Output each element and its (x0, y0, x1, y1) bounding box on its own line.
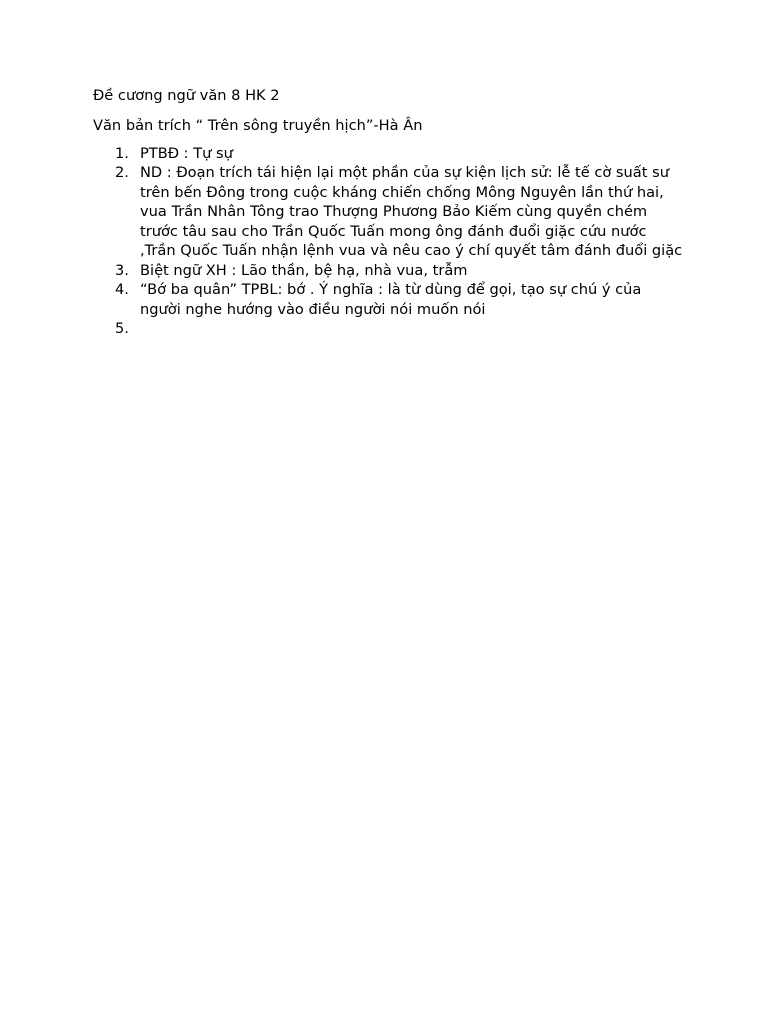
list-item-text: ND : Đoạn trích tái hiện lại một phần của sự kiện lịch sử: lễ tế cờ suất sư trên bến Đông trong cuộc kháng chiến chống Mông Nguyên lần thứ hai, vua Trần Nhân Tông trao Thượng Phương Bảo Kiếm cùng quyền chém trước tâu sau cho Trần Quốc Tuấn mong ông đánh đuổi giặc cứu nước ,Trần Quốc Tuấn nhận lệnh vua và nêu cao ý chí quyết tâm đánh đuổi giặc (140, 164, 683, 259)
list-item-text: PTBĐ : Tự sự (140, 144, 233, 162)
list-item-number: 3. (115, 261, 129, 279)
numbered-list (93, 144, 693, 339)
list-item-number: 2. (115, 164, 129, 181)
document-title: Đề cương ngữ văn 8 HK 2 (93, 87, 280, 104)
list-item (93, 144, 685, 164)
list-item-text: “Bớ ba quân” TPBL: bớ . Ý nghĩa : là từ dùng để gọi, tạo sự chú ý của người nghe hướng vào điều người nói muốn nói (140, 281, 642, 318)
document-page (93, 86, 693, 339)
list-item-number: 1. (115, 144, 129, 162)
list-item-number: 5. (115, 320, 129, 337)
document-subtitle: Văn bản trích “ Trên sông truyền hịch”-Hà Ân (93, 117, 423, 134)
list-item-text: Biệt ngữ XH : Lão thần, bệ hạ, nhà vua, trẫm (140, 261, 468, 279)
list-item (93, 280, 685, 319)
list-item (93, 261, 685, 281)
list-item (93, 319, 685, 339)
list-item (93, 163, 685, 261)
list-item-number: 4. (115, 281, 129, 298)
